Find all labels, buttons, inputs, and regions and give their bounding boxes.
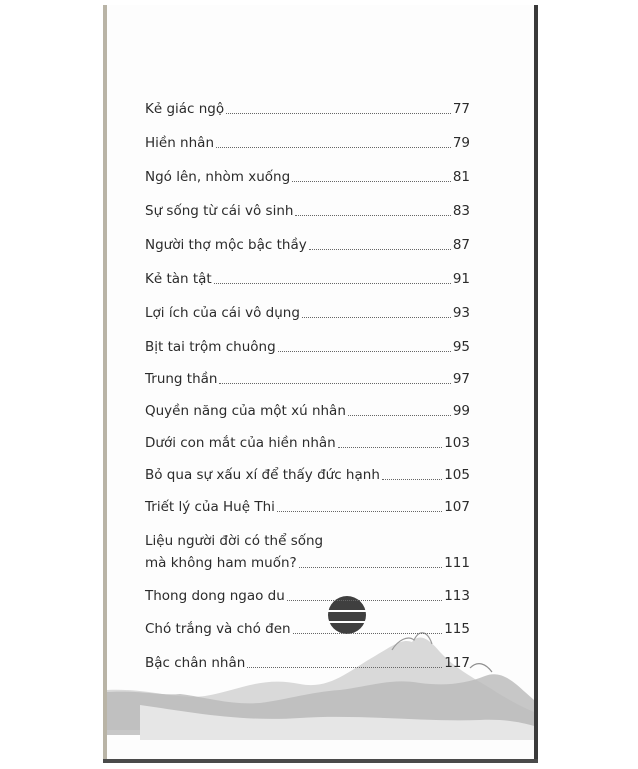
toc-title: Bịt tai trộm chuông (145, 339, 276, 355)
toc-leader-dots (302, 317, 451, 318)
toc-leader-dots (299, 567, 442, 568)
toc-page-number: 93 (452, 305, 470, 321)
toc-page-number: 83 (452, 203, 470, 219)
toc-title: Ngó lên, nhòm xuống (145, 169, 291, 185)
toc-entry[interactable] (145, 496, 470, 516)
toc-page-number: 99 (452, 403, 470, 419)
toc-title: Thong dong ngao du (145, 588, 285, 604)
toc-leader-dots (277, 511, 442, 512)
toc-page-number: 87 (452, 237, 470, 253)
toc-entry[interactable] (145, 200, 470, 220)
toc-entry[interactable] (145, 585, 470, 605)
toc-leader-dots (293, 633, 443, 634)
toc-title: Quyền năng của một xú nhân (145, 403, 346, 419)
toc-leader-dots (287, 600, 442, 601)
toc-title: Sự sống từ cái vô sinh (145, 203, 294, 219)
toc-page-number: 105 (444, 467, 470, 483)
toc-title: Kẻ tàn tật (145, 271, 212, 287)
toc-leader-dots (278, 351, 451, 352)
toc-title: Hiền nhân (145, 135, 214, 151)
toc-entry[interactable] (145, 234, 470, 254)
toc-entry[interactable] (145, 552, 470, 572)
toc-entry[interactable] (145, 368, 470, 388)
toc-leader-dots (226, 113, 451, 114)
toc-title: Trung thần (145, 371, 218, 387)
toc-page-number: 97 (452, 371, 470, 387)
toc-page-number: 91 (452, 271, 470, 287)
toc-title: Triết lý của Huệ Thi (145, 499, 275, 515)
toc-entry[interactable] (145, 336, 470, 356)
toc-entry[interactable] (145, 464, 470, 484)
toc-leader-dots (348, 415, 451, 416)
toc-page-number: 111 (444, 555, 470, 571)
toc-leader-dots (216, 147, 451, 148)
toc-title: Kẻ giác ngộ (145, 101, 225, 117)
toc-page-number: 77 (452, 101, 470, 117)
toc-title-line1[interactable]: Liệu người đời có thể sống (145, 533, 324, 549)
toc-title-line2: mà không ham muốn? (145, 555, 297, 571)
toc-leader-dots (292, 181, 451, 182)
toc-page-number: 113 (444, 588, 470, 604)
toc-page-number: 95 (452, 339, 470, 355)
toc-page-number: 79 (452, 135, 470, 151)
toc-title: Bỏ qua sự xấu xí để thấy đức hạnh (145, 467, 380, 483)
toc-entry[interactable] (145, 432, 470, 452)
toc-entry[interactable] (145, 652, 470, 672)
toc-page-number: 107 (444, 499, 470, 515)
toc-page-number: 117 (444, 655, 470, 671)
toc-title: Người thợ mộc bậc thầy (145, 237, 307, 253)
toc-title: Chó trắng và chó đen (145, 621, 291, 637)
toc-entry[interactable] (145, 166, 470, 186)
toc-title: Lợi ích của cái vô dụng (145, 305, 300, 321)
toc-leader-dots (338, 447, 442, 448)
toc-entry[interactable] (145, 618, 470, 638)
toc-leader-dots (247, 667, 442, 668)
toc-page-number: 81 (452, 169, 470, 185)
toc-leader-dots (214, 283, 451, 284)
toc-page-number: 115 (444, 621, 470, 637)
toc-leader-dots (295, 215, 450, 216)
toc-page-number: 103 (444, 435, 470, 451)
toc-leader-dots (382, 479, 442, 480)
toc-entry[interactable] (145, 400, 470, 420)
toc-entry[interactable] (145, 132, 470, 152)
toc-title: Bậc chân nhân (145, 655, 246, 671)
toc-title: Dưới con mắt của hiền nhân (145, 435, 336, 451)
toc-entry[interactable] (145, 98, 470, 118)
toc-leader-dots (219, 383, 450, 384)
toc-leader-dots (309, 249, 451, 250)
toc-entry[interactable] (145, 302, 470, 322)
toc-entry[interactable] (145, 268, 470, 288)
